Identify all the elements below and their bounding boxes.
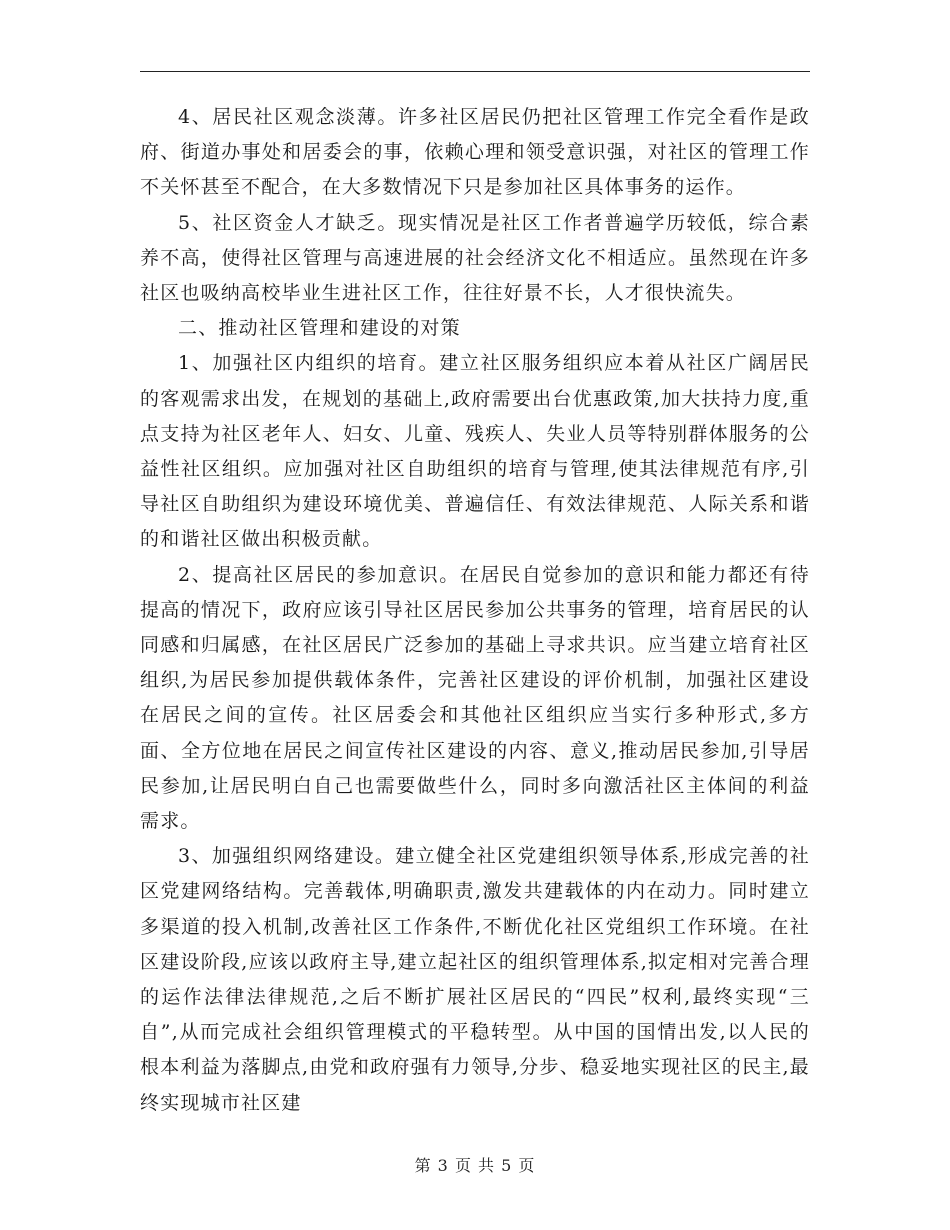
paragraph-item-4: 4、居民社区观念淡薄。许多社区居民仍把社区管理工作完全看作是政府、街道办事处和居委会的事，依赖心理和领受意识强，对社区的管理工作不关怀甚至不配合，在大多数情况下只是参加社区具体事务的运作。 xyxy=(140,106,810,199)
document-body xyxy=(140,100,810,1121)
section-heading: 二、推动社区管理和建设的对策 xyxy=(178,317,461,340)
page-footer: 第 3 页 共 5 页 xyxy=(414,1156,536,1175)
paragraph-measure-3: 3、加强组织网络建设。建立健全社区党建组织领导体系,形成完善的社区党建网络结构。完善载体,明确职责,激发共建载体的内在动力。同时建立多渠道的投入机制,改善社区工作条件,不断优化社区党组织工作环境。在社区建设阶段,应该以政府主导,建立起社区的组织管理体系,拟定相对完善合理的运作法律法律规范,之后不断扩展社区居民的“四民”权利,最终实现“三自”,从而完成社会组织管理模式的平稳转型。从中国的国情出发,以人民的根本利益为落脚点,由党和政府强有力领导,分步、稳妥地实现社区的民主,最终实现城市社区建 xyxy=(140,845,810,1114)
paragraph-measure-2: 2、提高社区居民的参加意识。在居民自觉参加的意识和能力都还有待提高的情况下，政府应该引导社区居民参加公共事务的管理，培育居民的认同感和归属感，在社区居民广泛参加的基础上寻求共识。应当建立培育社区组织,为居民参加提供载体条件，完善社区建设的评价机制，加强社区建设在居民之间的宣传。社区居委会和其他社区组织应当实行多种形式,多方面、全方位地在居民之间宣传社区建设的内容、意义,推动居民参加,引导居民参加,让居民明白自己也需要做些什么，同时多向激活社区主体间的利益需求。 xyxy=(140,563,810,833)
header-rule xyxy=(140,71,810,72)
paragraph-item-5: 5、社区资金人才缺乏。现实情况是社区工作者普遍学历较低，综合素养不高，使得社区管理与高速进展的社会经济文化不相适应。虽然现在许多社区也吸纳高校毕业生进社区工作，往往好景不长，人才很快流失。 xyxy=(140,211,810,305)
paragraph-measure-1: 1、加强社区内组织的培育。建立社区服务组织应本着从社区广阔居民的客观需求出发，在规划的基础上,政府需要出台优惠政策,加大扶持力度,重点支持为社区老年人、妇女、儿童、残疾人、失业人员等特别群体服务的公益性社区组织。应加强对社区自助组织的培育与管理,使其法律规范有序,引导社区自助组织为建设环境优美、普遍信任、有效法律规范、人际关系和谐的和谐社区做出积极贡献。 xyxy=(140,352,810,551)
